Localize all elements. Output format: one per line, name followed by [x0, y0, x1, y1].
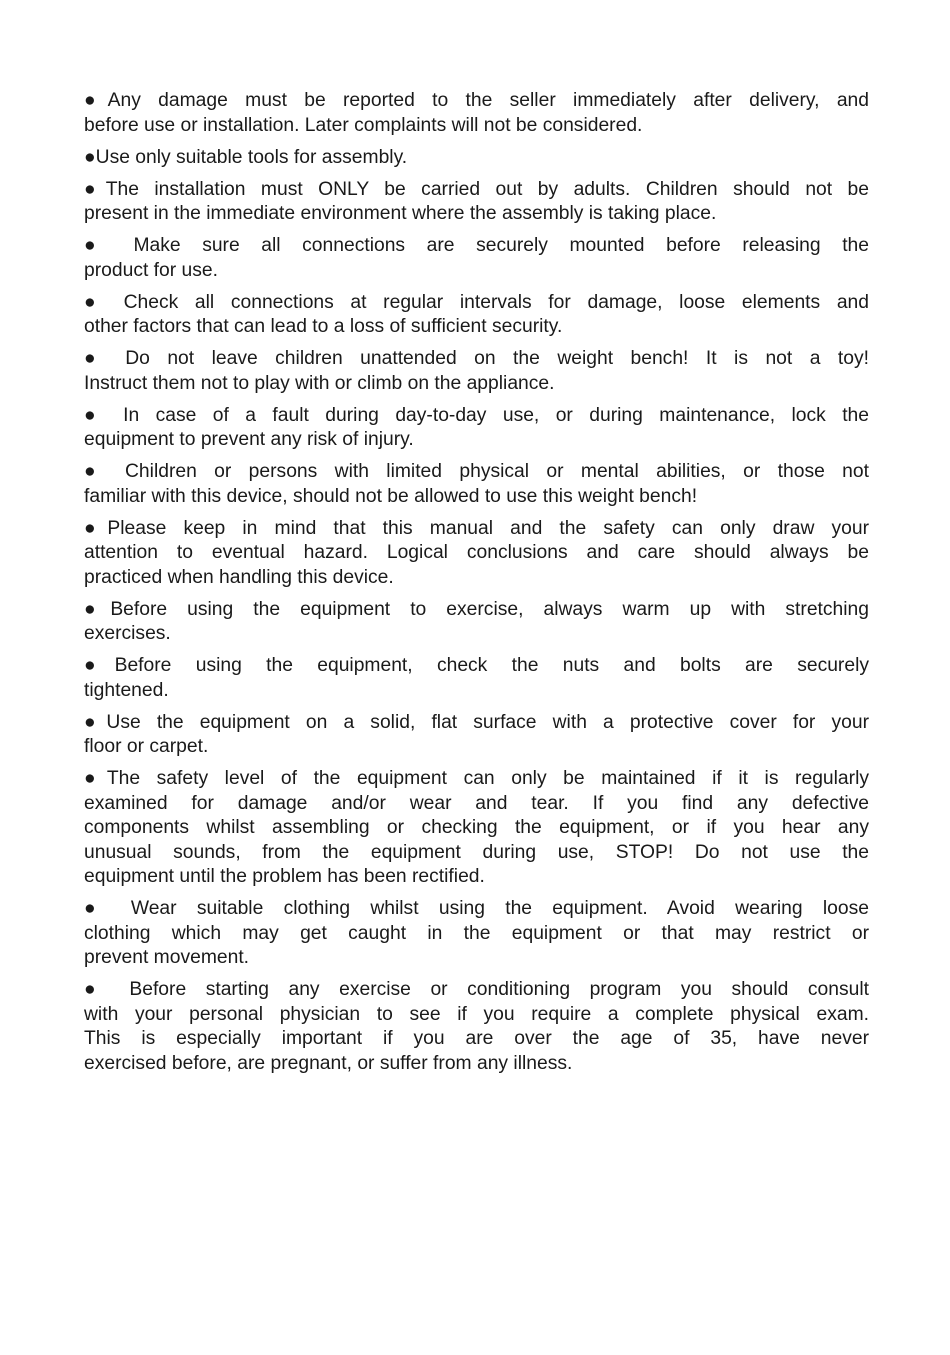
text-line: ● Do not leave children unattended on the weight bench! It is not a toy! — [84, 348, 869, 369]
text-line: ● Before starting any exercise or conditioning program you should consult — [84, 979, 869, 1000]
safety-bullet — [84, 347, 869, 396]
text-line: prevent movement. — [84, 947, 250, 968]
text-line: other factors that can lead to a loss of sufficient security. — [84, 316, 563, 337]
text-line: ●Any damage must be reported to the seller immediately after delivery, and — [84, 90, 869, 111]
safety-instructions — [84, 89, 869, 1084]
safety-bullet — [84, 897, 869, 971]
text-line: floor or carpet. — [84, 736, 209, 757]
text-line: ● Wear suitable clothing whilst using the equipment. Avoid wearing loose — [84, 898, 869, 919]
safety-bullet — [84, 178, 869, 227]
text-line: ●Use only suitable tools for assembly. — [84, 146, 408, 168]
text-line: ● Children or persons with limited physical or mental abilities, or those not — [84, 461, 869, 482]
text-line: examined for damage and/or wear and tear. If you find any defective — [84, 792, 869, 814]
safety-bullet — [84, 460, 869, 509]
text-line: This is especially important if you are over the age of 35, have never — [84, 1028, 869, 1049]
safety-bullet — [84, 767, 869, 890]
text-line: with your personal physician to see if you require a complete physical exam. — [84, 1003, 869, 1025]
text-line: ●Use the equipment on a solid, flat surface with a protective cover for your — [84, 711, 869, 733]
text-line: unusual sounds, from the equipment during use, STOP! Do not use the — [84, 841, 869, 863]
text-line: ●The safety level of the equipment can only be maintained if it is regularly — [84, 768, 869, 789]
safety-bullet — [84, 711, 869, 760]
text-line: ●Please keep in mind that this manual and the safety can only draw your — [84, 517, 869, 539]
safety-bullet — [84, 404, 869, 453]
safety-bullet — [84, 978, 869, 1076]
text-line: present in the immediate environment where the assembly is taking place. — [84, 203, 717, 224]
text-line: attention to eventual hazard. Logical conclusions and care should always be — [84, 542, 869, 563]
safety-bullet — [84, 517, 869, 591]
text-line: ● Check all connections at regular intervals for damage, loose elements and — [84, 291, 869, 313]
text-line: components whilst assembling or checking the equipment, or if you hear any — [84, 817, 869, 838]
text-line: equipment to prevent any risk of injury. — [84, 429, 414, 450]
safety-bullet — [84, 291, 869, 340]
safety-bullet — [84, 598, 869, 647]
safety-bullet — [84, 654, 869, 703]
text-line: exercised before, are pregnant, or suffer from any illness. — [84, 1052, 573, 1074]
text-line: ●Before using the equipment, check the nuts and bolts are securely — [84, 655, 869, 676]
text-line: ● Make sure all connections are securely mounted before releasing the — [84, 235, 869, 256]
text-line: equipment until the problem has been rectified. — [84, 866, 485, 887]
safety-bullet — [84, 234, 869, 283]
safety-bullet — [84, 89, 869, 138]
text-line: Instruct them not to play with or climb on the appliance. — [84, 372, 555, 394]
text-line: exercises. — [84, 623, 171, 644]
text-line: tightened. — [84, 679, 169, 701]
text-line: product for use. — [84, 259, 218, 281]
text-line: practiced when handling this device. — [84, 566, 394, 588]
text-line: clothing which may get caught in the equipment or that may restrict or — [84, 922, 869, 944]
text-line: ●Before using the equipment to exercise, always warm up with stretching — [84, 598, 869, 620]
text-line: ●The installation must ONLY be carried out by adults. Children should not be — [84, 178, 869, 200]
text-line: familiar with this device, should not be allowed to use this weight bench! — [84, 485, 698, 507]
text-line: ● In case of a fault during day-to-day use, or during maintenance, lock the — [84, 404, 869, 426]
text-line: before use or installation. Later complaints will not be considered. — [84, 114, 643, 136]
safety-bullet — [84, 146, 869, 171]
